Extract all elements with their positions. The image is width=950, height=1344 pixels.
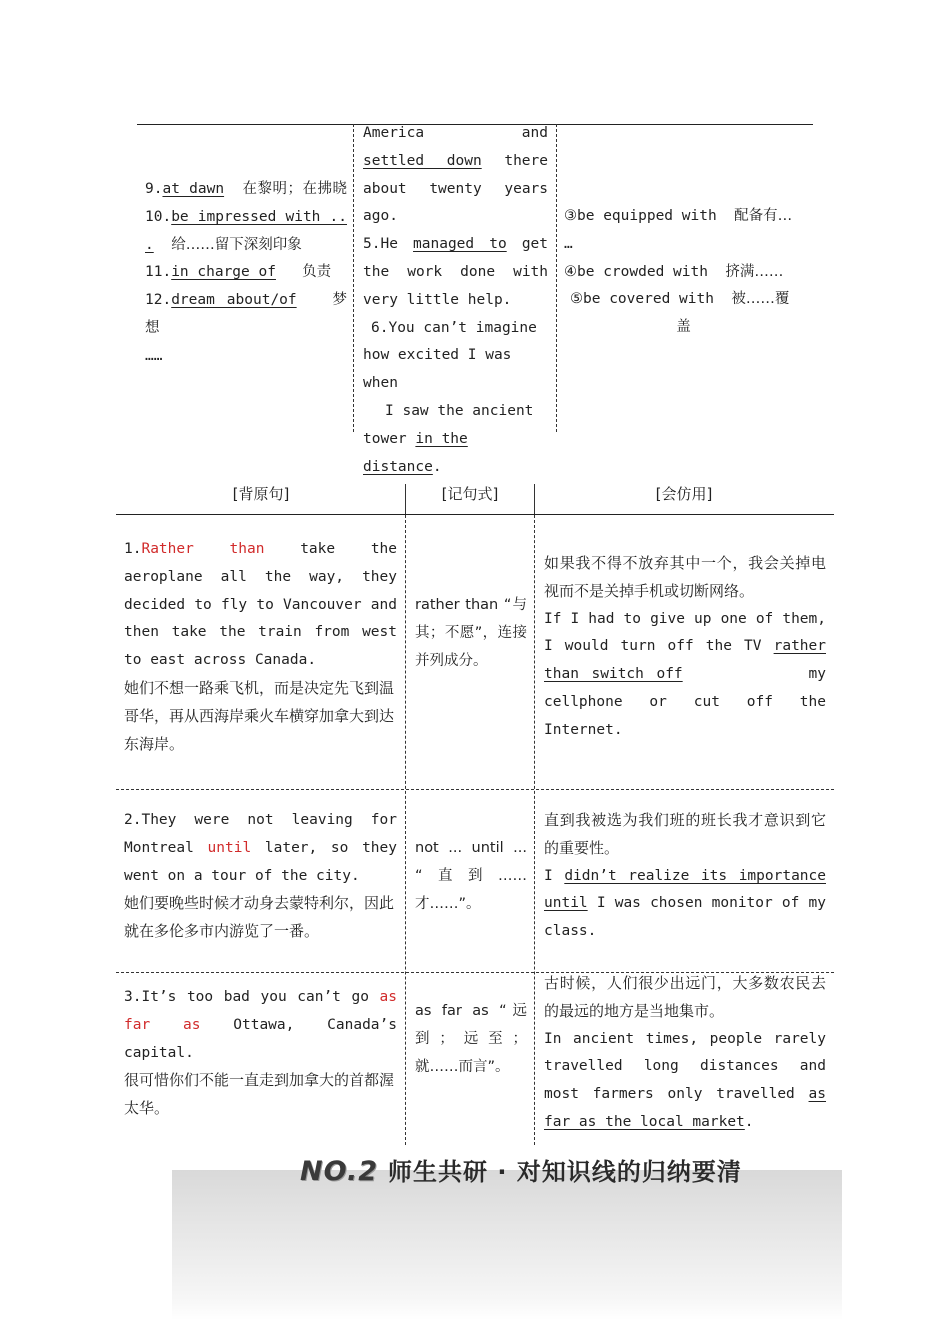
top-col-divider-2 <box>556 124 557 432</box>
row2-pattern: not ... until ... “直到……才……”。 <box>415 840 527 912</box>
header-recite: [背原句] <box>232 485 290 503</box>
row3-sentence: 3.It’s too bad you can’t go as far as Ottawa, Canada’s capital. 很可惜你们不能一直走到加拿大的首都渥太华。 <box>124 989 398 1118</box>
row2-sentence: 2.They were not leaving for Montreal until later, so they went on a tour of the city. 她们要晚些时候才动身去蒙特利尔，因此就在多伦多市内游览了一番。 <box>124 812 397 941</box>
header-pattern: [记句式] <box>441 485 499 503</box>
phrase-item-10: 10.be impressed with .. <box>145 208 347 225</box>
col-divider-2 <box>534 515 535 1145</box>
section-banner-title <box>300 1152 742 1187</box>
header-practice: [会仿用] <box>655 485 713 503</box>
top-col-divider-1 <box>353 124 354 432</box>
row1-pattern: rather than “与其；不愿”，连接并列成分。 <box>415 597 527 669</box>
row-divider-1 <box>116 789 834 790</box>
phrase-item-12: 12.dream about/of 梦想 <box>145 292 347 336</box>
header-divider-1 <box>405 484 406 514</box>
header-rule <box>116 514 834 515</box>
col-divider-1 <box>405 515 406 1145</box>
phrase-item-9: 9.at dawn 在黎明；在拂晓 <box>145 181 347 197</box>
row2-practice: 直到我被选为我们班的班长我才意识到它的重要性。 I didn’t realize its importance until I was chosen monitor of my class. <box>544 811 826 940</box>
phrase-5: ⑤be covered with 被……覆 <box>570 291 790 308</box>
section-number: NO.2 <box>300 1156 378 1187</box>
row3-pattern: as far as “远到；远至；就……而言”。 <box>415 1003 527 1075</box>
top-col2: America and settled down there about twenty years ago. 5.He managed to get the work done with very little help. 6.You can’t imagine how excited I was when I saw the ancient tower in the distance. <box>363 125 549 475</box>
section-title: 师生共研 · 对知识线的归纳要清 <box>388 1158 742 1186</box>
header-divider-2 <box>534 484 535 514</box>
phrase-4: ④be crowded with 挤满…… <box>564 263 784 280</box>
row1-practice: 如果我不得不放弃其中一个，我会关掉电视而不是关掉手机或切断网络。 If I had to give up one of them, I would turn off the TV rather than switch off my cellphone or cut off the Internet. <box>544 554 826 738</box>
top-col3: ③be equipped with 配备有… … ④be crowded with 挤满…… ⑤be covered with 被……覆 盖 <box>564 203 809 342</box>
phrase-item-12-cont: …… <box>145 347 163 364</box>
row1-sentence: 1.Rather than take the aeroplane all the way, they decided to fly to Vancouver and then take the train from west to east across Canada. 她们不想一路乘飞机，而是决定先飞到温哥华，再从西海岸乘火车横穿加拿大到达东海岸。 <box>124 541 398 753</box>
row3-practice: 古时候，人们很少出远门，大多数农民去的最远的地方是当地集市。 In ancient times, people rarely travelled long distances and most farmers only travelled as far as the local market. <box>544 974 827 1130</box>
top-col1 <box>145 176 347 371</box>
phrase-3: ③be equipped with 配备有… <box>564 208 793 224</box>
phrase-item-11: 11.in charge of 负责 <box>145 264 332 281</box>
phrase-item-10-cont: . 给……留下深刻印象 <box>145 236 302 253</box>
section-banner-background <box>172 1170 842 1320</box>
